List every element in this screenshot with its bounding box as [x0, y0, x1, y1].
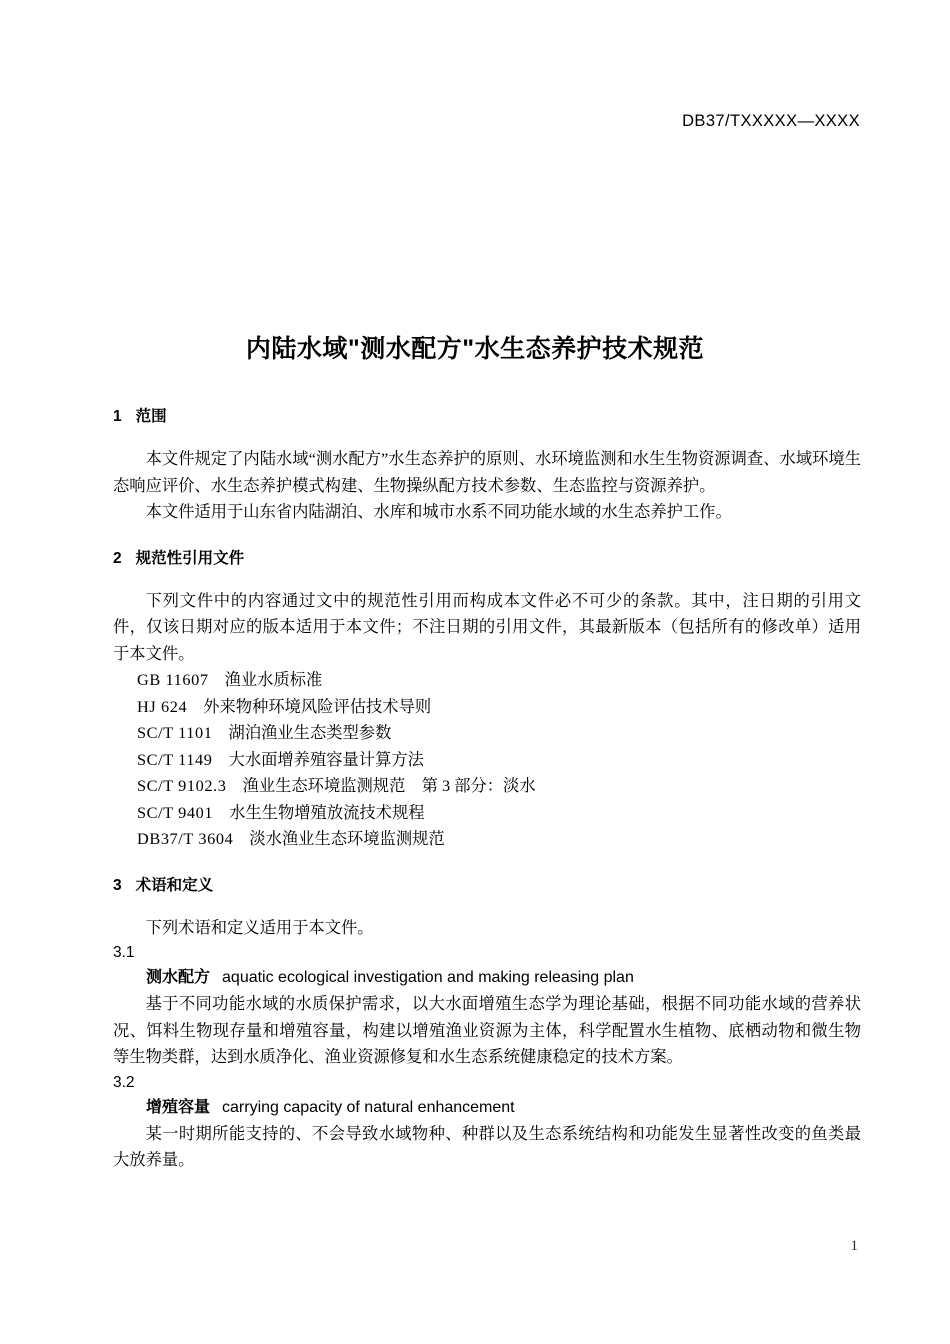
- reference-title: 渔业水质标准: [224, 670, 323, 689]
- reference-code: SC/T 1101: [137, 723, 213, 742]
- reference-code: DB37/T 3604: [137, 829, 234, 848]
- section-3-paragraph-1: 下列术语和定义适用于本文件。: [145, 917, 374, 937]
- reference-code: HJ 624: [137, 696, 188, 716]
- list-item: [137, 694, 861, 721]
- section-number-2: 2: [113, 549, 122, 567]
- list-item: [137, 747, 861, 774]
- reference-code: SC/T 9102.3: [137, 776, 227, 795]
- term-name-chinese: 增殖容量: [146, 1098, 211, 1116]
- list-item: [137, 667, 861, 694]
- section-heading-3: [113, 875, 861, 897]
- term-definition-3-1: 基于不同功能水域的水质保护需求，以大水面增殖生态学为理论基础，根据不同功能水域的营养状况、饵料生物现存量和增殖容量，构建以增殖渔业资源为主体，科学配置水生植物、底栖动物和微生物等生物类群，达到水质净化、渔业资源修复和水生态系统健康稳定的技术方案。: [113, 994, 861, 1066]
- reference-title: 湖泊渔业生态类型参数: [228, 723, 392, 742]
- reference-title: 渔业生态环境监测规范 第 3 部分：淡水: [242, 776, 536, 795]
- footer-page-number: 1: [850, 1238, 858, 1254]
- section-2-paragraph-1: 下列文件中的内容通过文中的规范性引用而构成本文件必不可少的条款。其中，注日期的引用文件，仅该日期对应的版本适用于本文件；不注日期的引用文件，其最新版本（包括所有的修改单）适用于本文件。: [113, 590, 861, 663]
- running-header-standard-code: DB37/TXXXXX—XXXX: [682, 112, 860, 130]
- term-name-chinese: 测水配方: [146, 969, 211, 986]
- term-number-3-2: 3.2: [113, 1073, 135, 1091]
- reference-code: GB 11607: [137, 670, 209, 689]
- list-item: [137, 826, 861, 853]
- term-definition-3-2: 某一时期所能支持的、不会导致水域物种、种群以及生态系统结构和功能发生显著性改变的鱼类最大放养量。: [113, 1123, 861, 1169]
- list-item: [137, 720, 861, 747]
- reference-code: SC/T 1149: [137, 749, 213, 769]
- list-item: [137, 800, 861, 827]
- section-title-2: 规范性引用文件: [135, 549, 245, 567]
- term-entry-3-2: [113, 1095, 861, 1121]
- reference-title: 淡水渔业生态环境监测规范: [249, 829, 445, 848]
- section-title-3: 术语和定义: [135, 876, 214, 894]
- section-number-1: 1: [113, 408, 122, 425]
- reference-code: SC/T 9401: [137, 802, 214, 822]
- section-1-paragraph-2: 本文件适用于山东省内陆湖泊、水库和城市水系不同功能水域的水生态养护工作。: [145, 502, 732, 521]
- document-title: 内陆水域"测水配方"水生态养护技术规范: [245, 334, 705, 363]
- section-heading-1: [113, 406, 861, 428]
- term-name-english: aquatic ecological investigation and making releasing plan: [222, 969, 634, 986]
- term-name-english: carrying capacity of natural enhancement: [222, 1098, 515, 1116]
- section-title-1: 范围: [135, 408, 167, 425]
- document-body: [113, 406, 861, 1174]
- section-heading-2: [113, 548, 861, 570]
- term-number-3-1: 3.1: [113, 944, 135, 961]
- reference-title: 外来物种环境风险评估技术导则: [203, 696, 432, 716]
- section-1-paragraph-1: 本文件规定了内陆水域“测水配方”水生态养护的原则、水环境监测和水生生物资源调查、水域环境生态响应评价、水生态养护模式构建、生物操纵配方技术参数、生态监控与资源养护。: [113, 449, 861, 495]
- normative-reference-list: [113, 667, 861, 853]
- reference-title: 水生生物增殖放流技术规程: [229, 802, 425, 822]
- reference-title: 大水面增养殖容量计算方法: [228, 749, 424, 769]
- section-number-3: 3: [113, 876, 122, 894]
- term-entry-3-1: [113, 965, 861, 991]
- list-item: [137, 773, 861, 800]
